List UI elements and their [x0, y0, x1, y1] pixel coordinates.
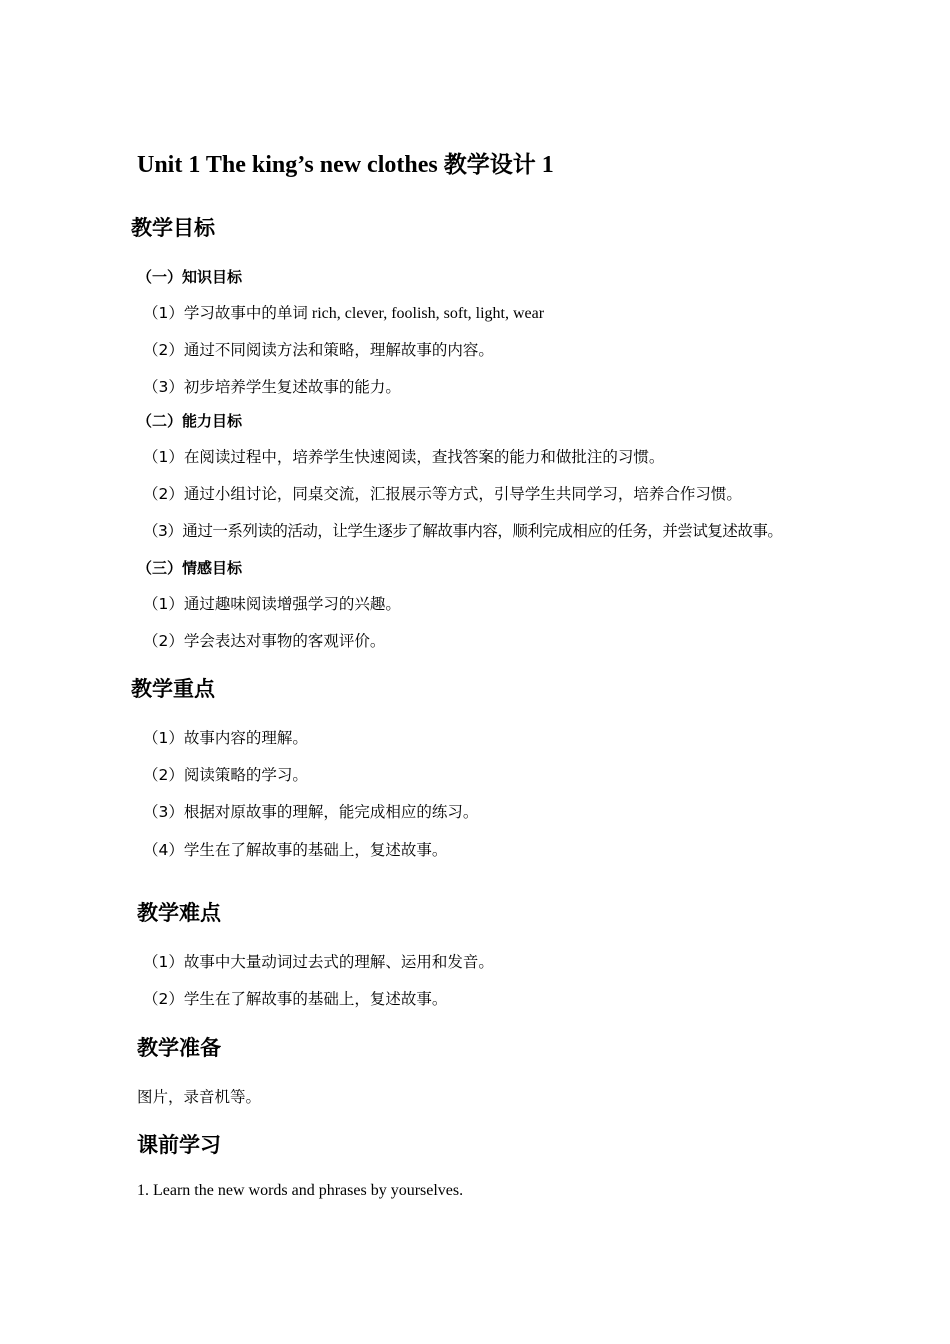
item-text: 学习故事中的单词 — [183, 304, 308, 322]
title-english: Unit 1 The king’s new clothes — [137, 152, 444, 178]
item-number: （1） — [143, 304, 184, 322]
pre-study-item: 1. Learn the new words and phrases by yourselves. — [137, 1182, 464, 1199]
ability-item: （3）通过一系列读的活动，让学生逐步了解故事内容，顺利完成相应的任务，并尝试复述故事。 — [143, 522, 783, 540]
knowledge-item — [143, 375, 401, 397]
title-chinese: 教学设计 — [443, 152, 536, 178]
item-number: （2） — [143, 341, 184, 359]
vocabulary-words: rich, clever, foolish, soft, light, wear — [307, 305, 545, 322]
knowledge-objectives-heading: （一）知识目标 — [137, 268, 243, 286]
knowledge-item — [143, 301, 544, 323]
emotion-item: （1）通过趣味阅读增强学习的兴趣。 — [143, 595, 401, 613]
ability-item: （1）在阅读过程中，培养学生快速阅读，查找答案的能力和做批注的习惯。 — [143, 448, 665, 466]
key-point-item: （4）学生在了解故事的基础上，复述故事。 — [143, 841, 448, 859]
key-points-heading: 教学重点 — [131, 677, 215, 701]
knowledge-item — [143, 338, 494, 360]
ability-objectives-heading: （二）能力目标 — [137, 412, 243, 430]
emotion-item: （2）学会表达对事物的客观评价。 — [143, 632, 386, 650]
objectives-heading: 教学目标 — [131, 216, 215, 240]
pre-study-heading: 课前学习 — [137, 1133, 221, 1157]
ability-item: （2）通过小组讨论，同桌交流，汇报展示等方式，引导学生共同学习，培养合作习惯。 — [143, 485, 742, 503]
key-point-item: （3）根据对原故事的理解，能完成相应的练习。 — [143, 803, 479, 821]
key-point-item: （2）阅读策略的学习。 — [143, 766, 308, 784]
preparation-heading: 教学准备 — [137, 1036, 221, 1060]
item-text: 通过不同阅读方法和策略，理解故事的内容。 — [183, 341, 494, 359]
item-number: （3） — [143, 378, 184, 396]
difficulty-item: （2）学生在了解故事的基础上，复述故事。 — [143, 990, 448, 1008]
key-point-item: （1）故事内容的理解。 — [143, 729, 308, 747]
difficulties-heading: 教学难点 — [137, 901, 221, 925]
emotion-objectives-heading: （三）情感目标 — [137, 559, 243, 577]
document-title — [137, 146, 554, 179]
item-text: 初步培养学生复述故事的能力。 — [183, 378, 401, 396]
preparation-text: 图片，录音机等。 — [137, 1088, 262, 1106]
difficulty-item: （1）故事中大量动词过去式的理解、运用和发音。 — [143, 953, 494, 971]
title-number: 1 — [535, 152, 554, 178]
